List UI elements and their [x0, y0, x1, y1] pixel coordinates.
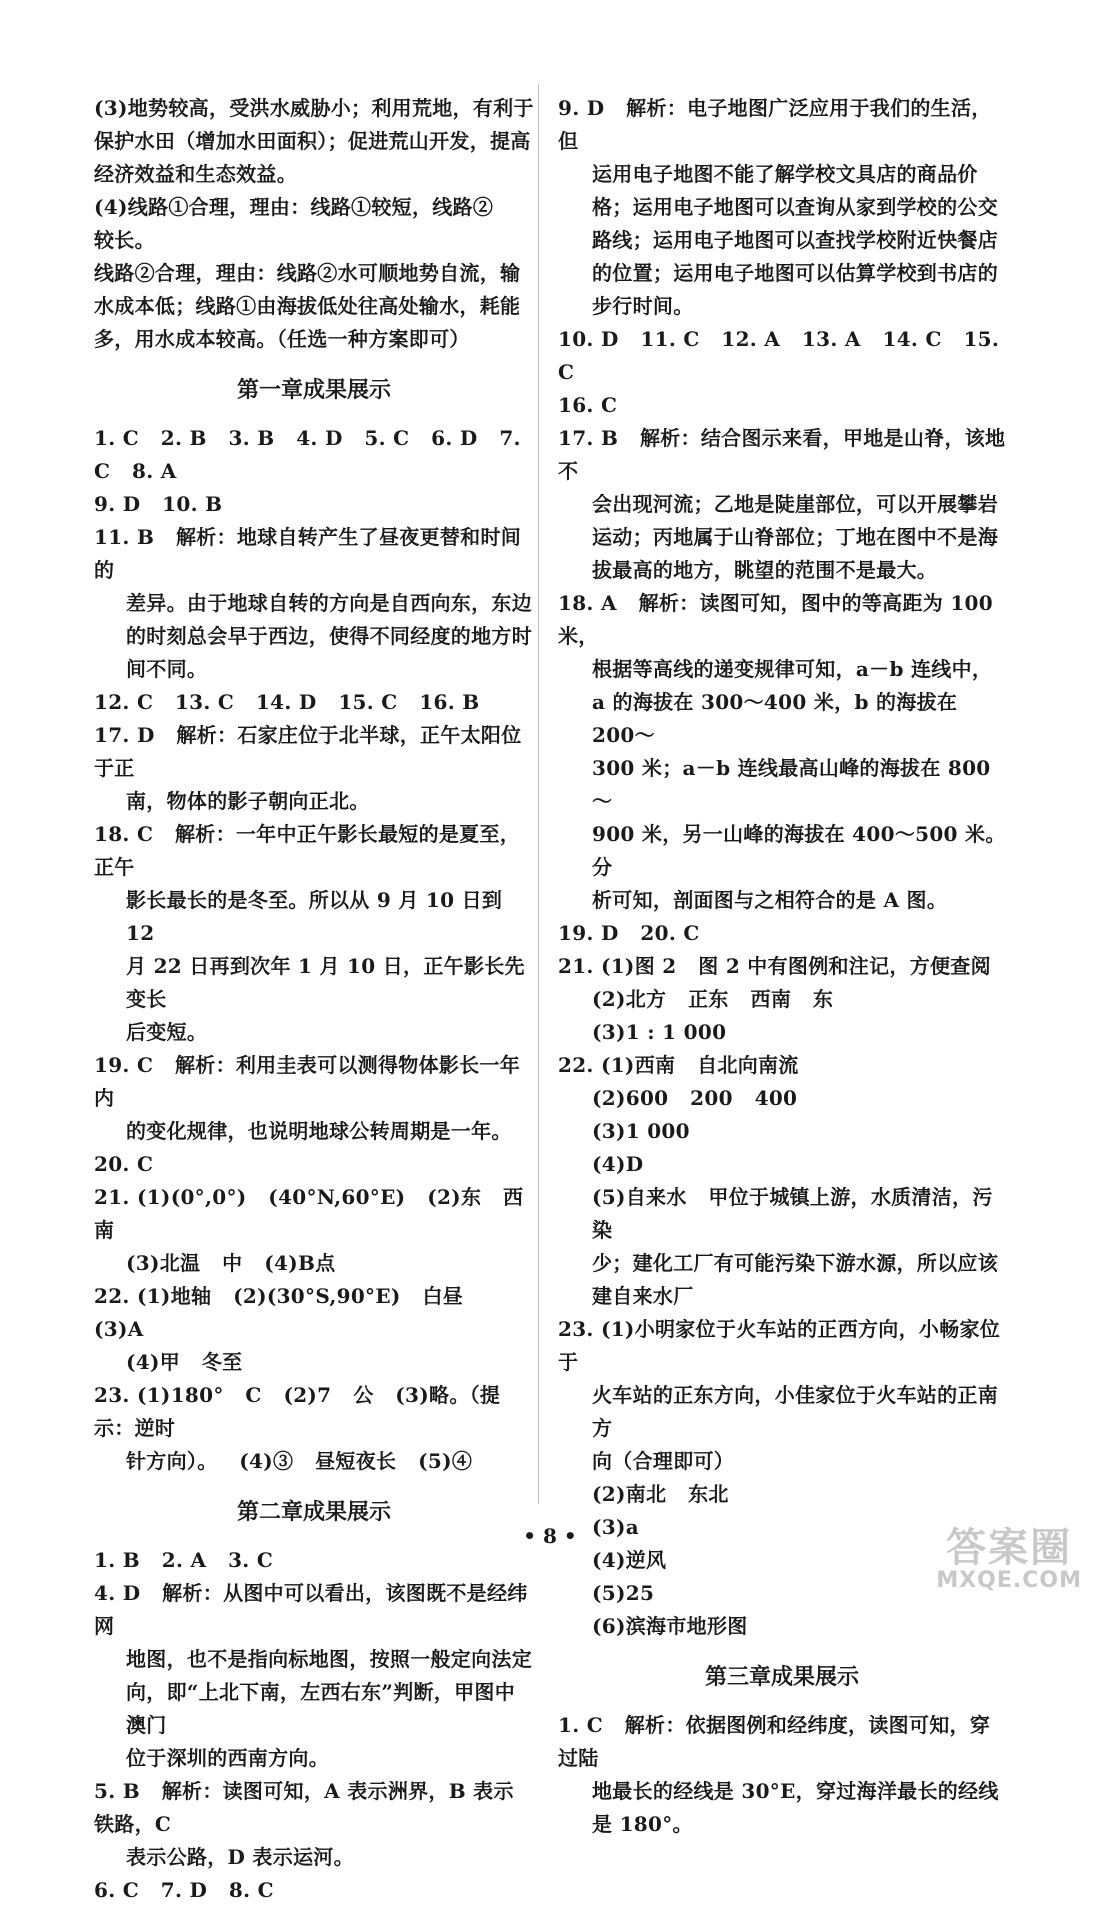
answer-line: (2)南北 东北 — [592, 1482, 729, 1506]
answer-line: 21. (1)(0°,0°) (40°N,60°E) (2)东 西南 — [94, 1185, 524, 1242]
page-number: • 8 • — [523, 1524, 577, 1548]
answer-line: 火车站的正东方向，小佳家位于火车站的正南方 — [592, 1383, 998, 1440]
answer-line: 22. (1)地轴 (2)(30°S,90°E) 白昼 (3)A — [94, 1284, 485, 1341]
answer-line: 22. (1)西南 自北向南流 — [558, 1053, 799, 1077]
answer-line: 向，即“上北下南，左西右东”判断，甲图中澳门 — [126, 1680, 516, 1737]
watermark-text: 答案圈 — [946, 1525, 1073, 1571]
answer-line: 建自来水厂 — [592, 1284, 694, 1308]
answer-line: 20. C — [94, 1152, 154, 1176]
answer-line: (5)25 — [592, 1581, 655, 1605]
left-column — [94, 92, 534, 1907]
answer-line: 地最长的经线是 30°E，穿过海洋最长的经线 — [592, 1779, 999, 1803]
answer-line: 月 22 日再到次年 1 月 10 日，正午影长先变长 — [126, 954, 525, 1011]
answer-line: (3)1 : 1 000 — [592, 1020, 727, 1044]
answer-line: 17. D 解析：石家庄位于北半球，正午太阳位于正 — [94, 723, 522, 780]
answer-line: 10. D 11. C 12. A 13. A 14. C 15. C — [558, 327, 1007, 384]
answer-line: 9. D 解析：电子地图广泛应用于我们的生活，但 — [558, 96, 992, 153]
answer-line: 23. (1)小明家位于火车站的正西方向，小畅家位于 — [558, 1317, 1001, 1374]
answer-line: 的变化规律，也说明地球公转周期是一年。 — [126, 1119, 512, 1143]
answer-line: 18. A 解析：读图可知，图中的等高距为 100 米， — [558, 591, 1001, 648]
answer-line: 4. D 解析：从图中可以看出，该图既不是经纬网 — [94, 1581, 528, 1638]
answer-line: 运用电子地图不能了解学校文具店的商品价 — [592, 162, 978, 186]
answer-line: 格；运用电子地图可以查询从家到学校的公交 — [592, 195, 998, 219]
answer-line: 的时刻总会早于西边，使得不同经度的地方时 — [126, 624, 532, 648]
answer-line: 23. (1)180° C (2)7 公 (3)略。（提示：逆时 — [94, 1383, 501, 1440]
answer-line: 析可知，剖面图与之相符合的是 A 图。 — [592, 888, 948, 912]
answer-line: 1. C 2. B 3. B 4. D 5. C 6. D 7. C 8. A — [94, 426, 529, 483]
section-heading: 第三章成果展示 — [704, 1665, 859, 1690]
answer-line: (2)600 200 400 — [592, 1086, 798, 1110]
answer-line: (5)自来水 甲位于城镇上游，水质清洁，污染 — [592, 1185, 993, 1242]
answer-line: 保护水田（增加水田面积）；促进荒山开发，提高 — [94, 129, 531, 153]
answer-line: a 的海拔在 300～400 米，b 的海拔在 200～ — [592, 690, 965, 747]
answer-line: 间不同。 — [126, 657, 208, 681]
answer-line: 位于深圳的西南方向。 — [126, 1746, 329, 1770]
answer-line: 线路②合理，理由：线路②水可顺地势自流，输 — [94, 261, 521, 285]
answer-line: (2)北方 正东 西南 东 — [592, 987, 834, 1011]
answer-line: 1. C 解析：依据图例和经纬度，读图可知，穿过陆 — [558, 1713, 991, 1770]
answer-line: 表示公路，D 表示运河。 — [126, 1845, 354, 1869]
answer-line: 南，物体的影子朝向正北。 — [126, 789, 370, 813]
answer-line: 17. B 解析：结合图示来看，甲地是山脊，该地不 — [558, 426, 1006, 483]
answer-line: 步行时间。 — [592, 294, 694, 318]
answer-line: 18. C 解析：一年中正午影长最短的是夏至，正午 — [94, 822, 521, 879]
answer-line: 地图，也不是指向标地图，按照一般定向法定 — [126, 1647, 532, 1671]
answer-line: 6. C 7. D 8. C — [94, 1878, 274, 1902]
answer-line: 后变短。 — [126, 1020, 208, 1044]
answer-line: 是 180°。 — [592, 1812, 693, 1836]
watermark-url: MXQE.COM — [936, 1568, 1082, 1593]
answer-line: 300 米；a－b 连线最高山峰的海拔在 800～ — [592, 756, 991, 813]
answer-line: 5. B 解析：读图可知，A 表示洲界，B 表示铁路，C — [94, 1779, 514, 1836]
answer-line: (3)1 000 — [592, 1119, 690, 1143]
answer-line: 拔最高的地方，眺望的范围不是最大。 — [592, 558, 938, 582]
answer-line: 影长最长的是冬至。所以从 9 月 10 日到 12 — [126, 888, 510, 945]
answer-line: (3)a — [592, 1515, 640, 1539]
answer-line: 1. B 2. A 3. C — [94, 1548, 274, 1572]
answer-line: 水成本低；线路①由海拔低处往高处输水，耗能 — [94, 294, 521, 318]
answer-line: 16. C — [558, 393, 618, 417]
answer-line: 9. D 10. B — [94, 492, 223, 516]
answer-line: 路线；运用电子地图可以查找学校附近快餐店 — [592, 228, 998, 252]
answer-line: 900 米，另一山峰的海拔在 400～500 米。分 — [592, 822, 1006, 879]
answer-line: 多，用水成本较高。（任选一种方案即可） — [94, 327, 470, 351]
answer-line: 11. B 解析：地球自转产生了昼夜更替和时间的 — [94, 525, 522, 582]
answer-line: 19. C 解析：利用圭表可以测得物体影长一年内 — [94, 1053, 521, 1110]
answer-line: 19. D 20. C — [558, 921, 700, 945]
answer-line: (4)线路①合理，理由：线路①较短，线路② — [94, 195, 494, 219]
answer-line: 向（合理即可） — [592, 1449, 735, 1473]
answer-line: (4)D — [592, 1152, 644, 1176]
answer-line: (4)甲 冬至 — [126, 1350, 243, 1374]
section-heading: 第一章成果展示 — [236, 378, 391, 403]
watermark-logo — [936, 1525, 1082, 1594]
answer-line: 差异。由于地球自转的方向是自西向东，东边 — [126, 591, 532, 615]
answer-line: (3)地势较高，受洪水威胁小；利用荒地，有利于 — [94, 96, 534, 120]
section-heading: 第二章成果展示 — [236, 1500, 391, 1525]
answer-line: 12. C 13. C 14. D 15. C 16. B — [94, 690, 480, 714]
answer-line: 经济效益和生态效益。 — [94, 162, 297, 186]
answer-line: (6)滨海市地形图 — [592, 1614, 748, 1638]
answer-line: 针方向）。 (4)③ 昼短夜长 (5)④ — [126, 1449, 473, 1473]
answer-line: 的位置；运用电子地图可以估算学校到书店的 — [592, 261, 998, 285]
answer-line: 会出现河流；乙地是陡崖部位，可以开展攀岩 — [592, 492, 998, 516]
answer-line: 21. (1)图 2 图 2 中有图例和注记，方便查阅 — [558, 954, 991, 978]
answer-line: (3)北温 中 (4)B点 — [126, 1251, 336, 1275]
answer-line: (4)逆风 — [592, 1548, 667, 1572]
answer-line: 较长。 — [94, 228, 155, 252]
answer-line: 少；建化工厂有可能污染下游水源，所以应该 — [592, 1251, 998, 1275]
column-divider — [538, 84, 539, 1504]
answer-line: 运动；丙地属于山脊部位；丁地在图中不是海 — [592, 525, 998, 549]
answer-line: 根据等高线的递变规律可知，a－b 连线中， — [592, 657, 993, 681]
